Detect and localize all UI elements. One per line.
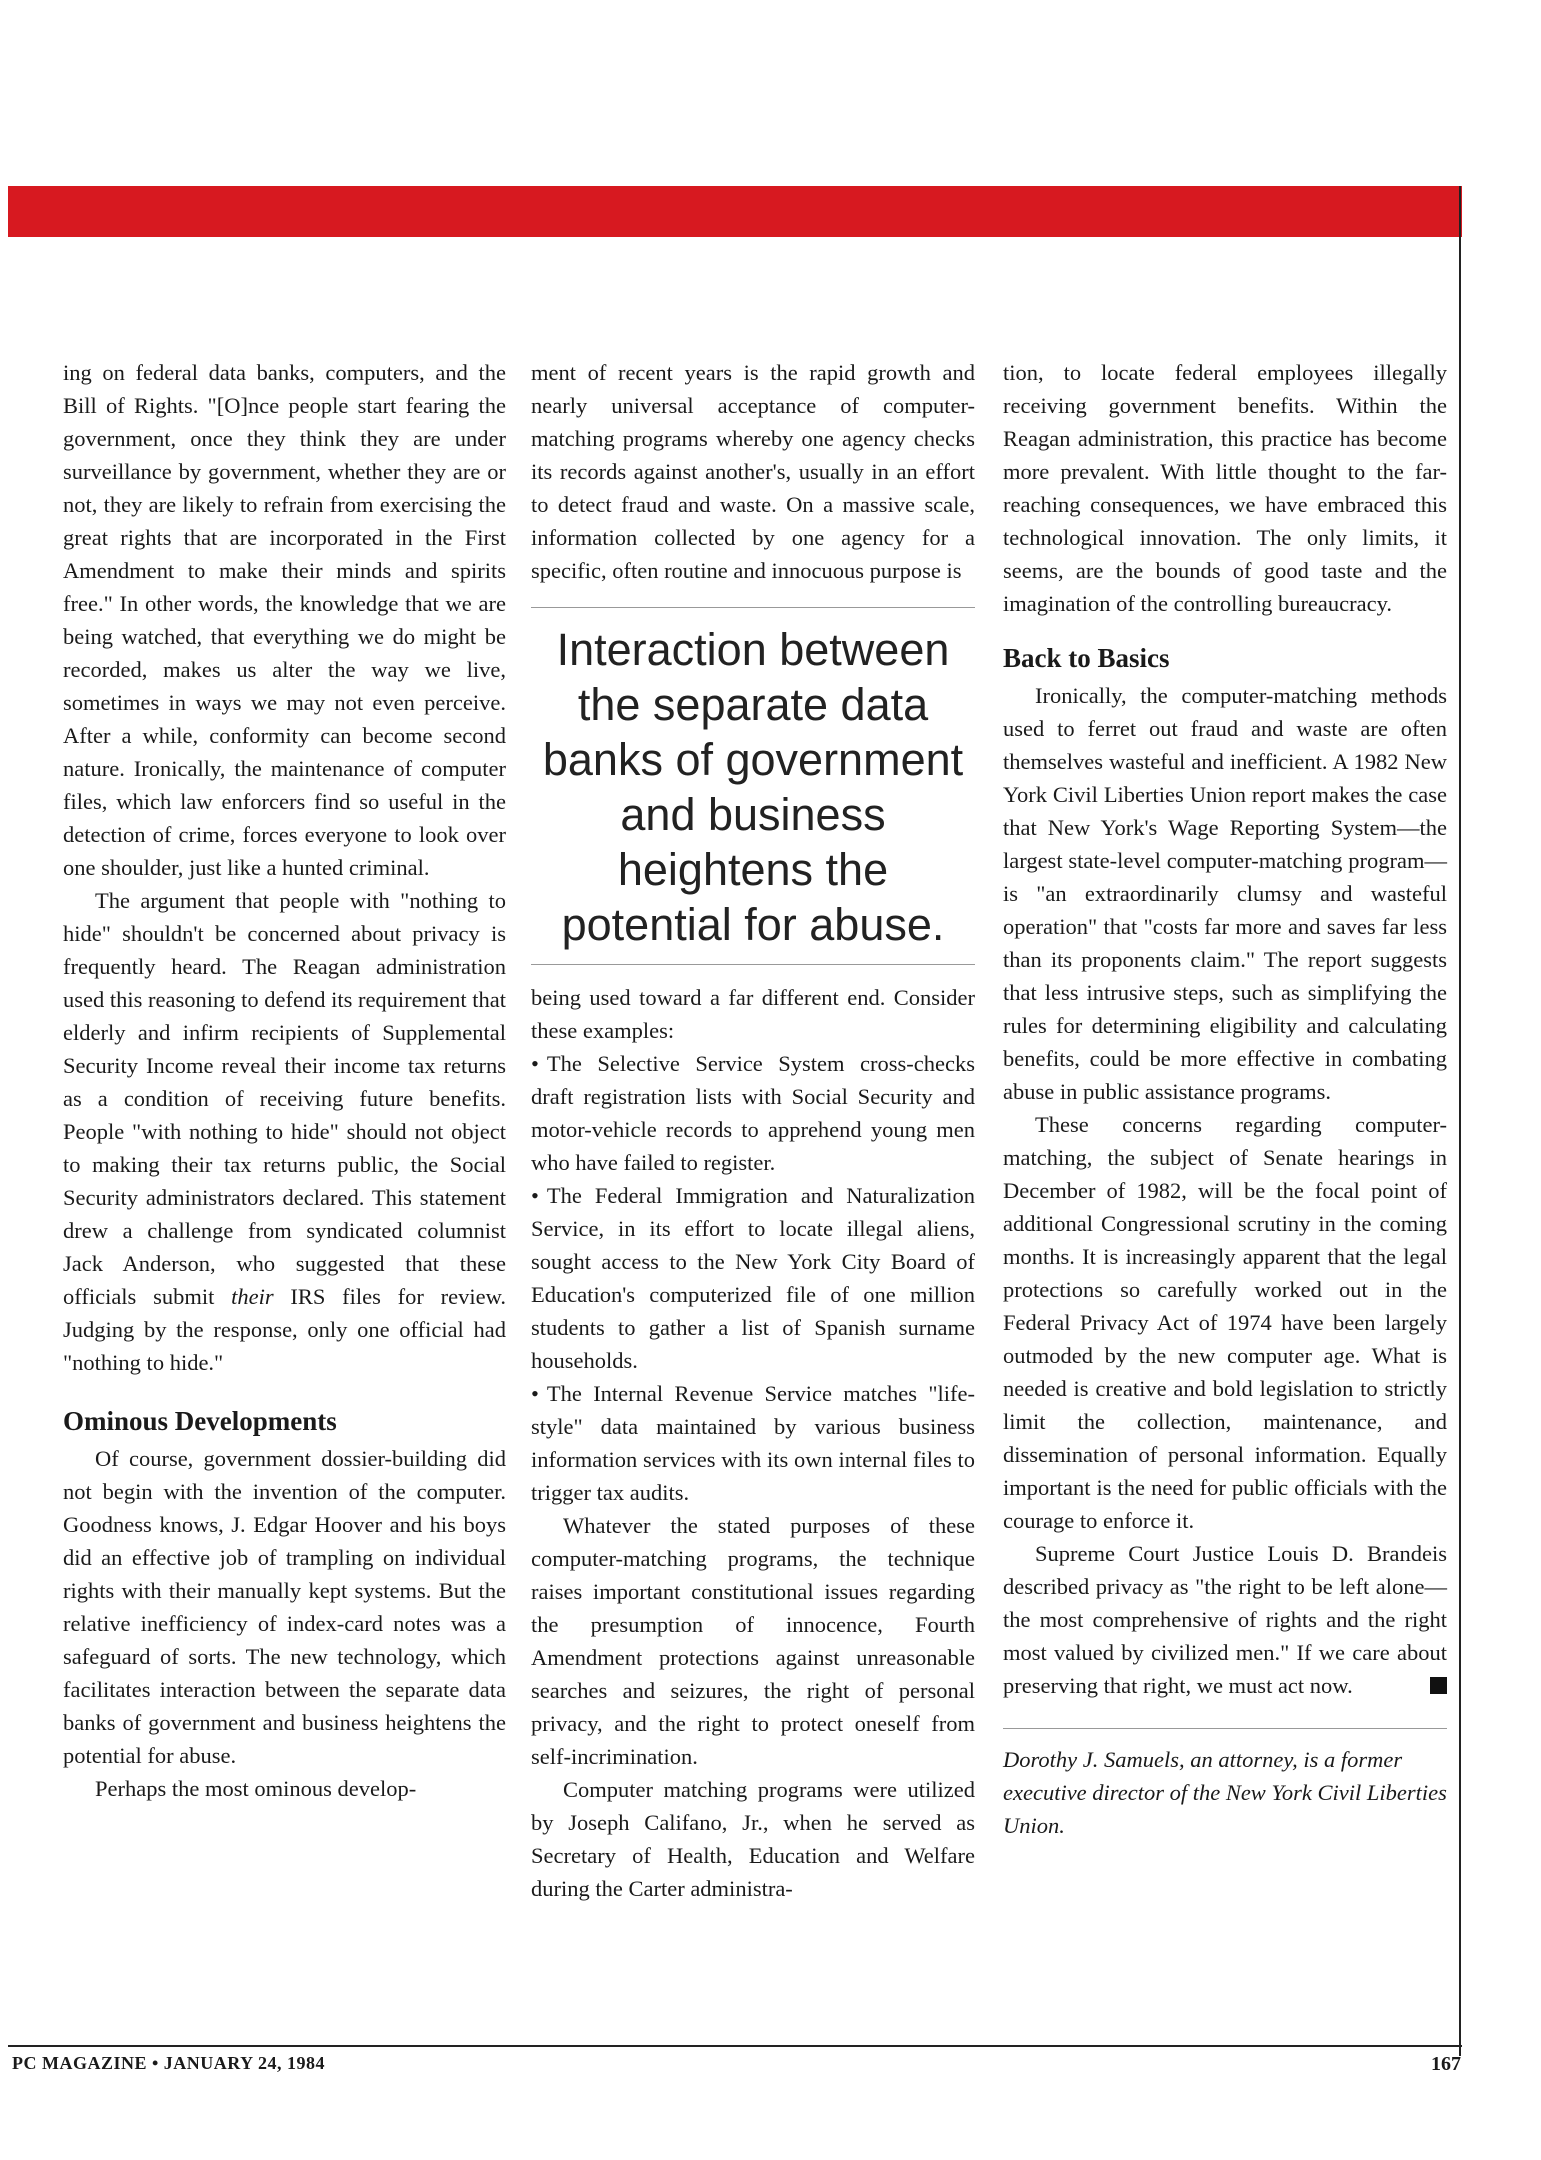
bullet-text: The Selective Service System cross-checks draft registration lists with Social Security and motor-vehicle records to apprehend young men who have failed to register. <box>531 1051 975 1175</box>
bullet-item <box>531 1047 975 1179</box>
author-byline: Dorothy J. Samuels, an attorney, is a former executive director of the New York Civil Liberties Union. <box>1003 1728 1447 1842</box>
bullet-icon: • <box>531 1183 539 1208</box>
paragraph: ing on federal data banks, computers, and the Bill of Rights. "[O]nce people start fearing the government, once they think they are under surveillance by government, whether they are or not, they are likely to refrain from exercising the great rights that are incorporated in the First Amendment to make their minds and spirits free." In other words, the knowledge that we are being watched, that everything we do might be recorded, makes us alter the way we live, sometimes in ways we may not even perceive. After a while, conformity can become second nature. Ironically, the maintenance of computer files, which law enforcers find so useful in the detection of crime, forces everyone to look over one shoulder, just like a hunted criminal. <box>63 360 506 880</box>
footer-rule <box>8 2045 1462 2047</box>
article-column-3 <box>1003 356 1447 1842</box>
article-column-1 <box>63 356 506 1805</box>
paragraph: Ironically, the computer-matching methods used to ferret out fraud and waste are often themselves wasteful and inefficient. A 1982 New York Civil Liberties Union report makes the case that New York's Wage Reporting System—the largest state-level computer-matching program—is "an extraordinarily clumsy and wasteful operation" that "costs far more and saves far less than its proponents claim." The report suggests that less intrusive steps, such as simplifying the rules for determining eligibility and calculating benefits, could be more effective in combating abuse in public assistance programs. <box>1003 683 1447 1104</box>
header-red-bar <box>8 186 1462 237</box>
bullet-text: The Federal Immigration and Naturalization Service, in its effort to locate illegal aliens, sought access to the New York City Board of Education's computerized file of one million students to gather a list of Spanish surname households. <box>531 1183 975 1373</box>
paragraph: These concerns regarding computer-matching, the subject of Senate hearings in December of 1982, will be the focal point of additional Congressional scrutiny in the coming months. It is increasingly apparent that the legal protections so carefully worked out in the Federal Privacy Act of 1974 have been largely outmoded by the new computer age. What is needed is creative and bold legislation to strictly limit the collection, maintenance, and dissemination of personal information. Equally important is the need for public officials with the courage to enforce it. <box>1003 1112 1447 1533</box>
paragraph: being used toward a far different end. Consider these examples: <box>531 985 975 1043</box>
bullet-item <box>531 1377 975 1509</box>
end-of-article-mark-icon <box>1430 1677 1447 1694</box>
footer-publication: PC MAGAZINE • JANUARY 24, 1984 <box>12 2053 325 2073</box>
bullet-item <box>531 1179 975 1377</box>
bullet-icon: • <box>531 1381 539 1406</box>
paragraph <box>1003 1537 1447 1702</box>
paragraph <box>63 884 506 1379</box>
paragraph: tion, to locate federal employees illegally receiving government benefits. Within the Reagan administration, this practice has become more prevalent. With little thought to the far-reaching consequences, we have embraced this technological innovation. The only limits, it seems, are the bounds of good taste and the imagination of the controlling bureaucracy. <box>1003 360 1447 616</box>
text-run: The argument that people with "nothing to hide" shouldn't be concerned about privacy is frequently heard. The Reagan administration used this reasoning to defend its requirement that elderly and infirm recipients of Supplemental Security Income reveal their income tax returns as a condition of receiving future benefits. People "with nothing to hide" should not object to making their tax returns public, the Social Security administrators declared. This statement drew a challenge from syndicated columnist Jack Anderson, who suggested that these officials submit <box>63 888 507 1309</box>
paragraph: Whatever the stated purposes of these computer-matching programs, the technique raises important constitutional issues regarding the presumption of innocence, Fourth Amendment protections against unreasonable searches and seizures, the right of personal privacy, and the right to protect oneself from self-incrimination. <box>531 1513 975 1769</box>
right-column-rule <box>1459 186 1461 2056</box>
section-heading-back-to-basics: Back to Basics <box>1003 643 1170 673</box>
text-run: IRS files for review. Judging by the response, only one official had "nothing to hide." <box>63 1284 507 1375</box>
text-run: Supreme Court Justice Louis D. Brandeis described privacy as "the right to be left alone—the most comprehensive of rights and the right most valued by civilized men." If we care about preserving that right, we must act now. <box>1003 1541 1447 1698</box>
paragraph: Of course, government dossier-building did not begin with the invention of the computer. Goodness knows, J. Edgar Hoover and his boys did an effective job of trampling on individual rights with their manually kept systems. But the relative inefficiency of index-card notes was a safeguard of sorts. The new technology, which facilitates interaction between the separate data banks of government and business heightens the potential for abuse. <box>63 1446 506 1768</box>
paragraph: Perhaps the most ominous develop- <box>95 1776 417 1801</box>
page-number: 167 <box>1431 2053 1461 2075</box>
section-heading-ominous-developments: Ominous Developments <box>63 1406 337 1436</box>
paragraph: Computer matching programs were utilized by Joseph Califano, Jr., when he served as Secretary of Health, Education and Welfare during the Carter administra- <box>531 1777 975 1901</box>
article-column-2 <box>531 356 975 1905</box>
bullet-icon: • <box>531 1051 539 1076</box>
bullet-text: The Internal Revenue Service matches "life-style" data maintained by various business information services with its own internal files to trigger tax audits. <box>531 1381 975 1505</box>
paragraph: ment of recent years is the rapid growth and nearly universal acceptance of computer-matching programs whereby one agency checks its records against another's, usually in an effort to detect fraud and waste. On a massive scale, information collected by one agency for a specific, often routine and innocuous purpose is <box>531 360 975 583</box>
pull-quote: Interaction between the separate data banks of government and business heightens the potential for abuse. <box>531 607 975 965</box>
emphasis-text: their <box>231 1284 274 1309</box>
